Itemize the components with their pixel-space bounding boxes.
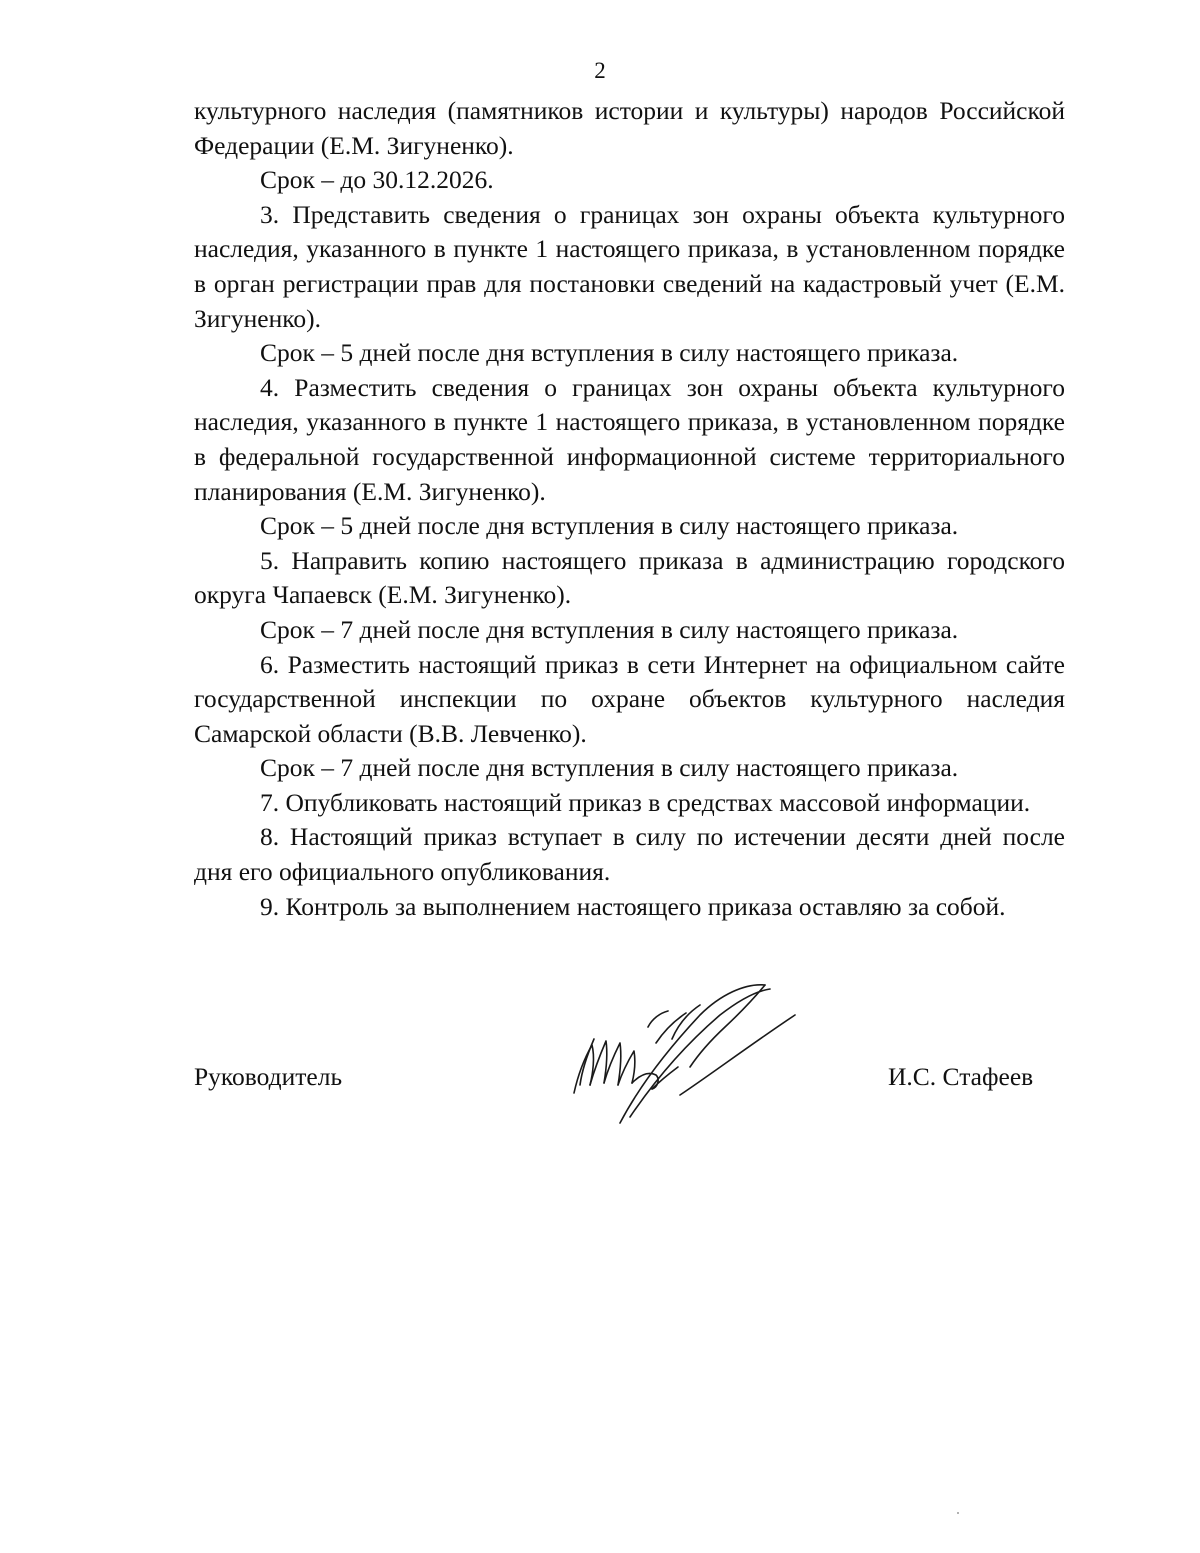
scan-speck xyxy=(957,1512,959,1514)
clause-6: 6. Разместить настоящий приказ в сети Интернет на официальном сайте государственной инспекции по охране объектов культурного наследия Самарской области (В.В. Левченко). xyxy=(194,649,1065,748)
deadline-paragraph: Срок – до 30.12.2026. xyxy=(260,165,494,195)
deadline-paragraph: Срок – 5 дней после дня вступления в силу настоящего приказа. xyxy=(260,338,959,368)
clause-4: 4. Разместить сведения о границах зон охраны объекта культурного наследия, указанного в пункте 1 настоящего приказа, в установленном порядке в федеральной государственной информационной системе территориального планирования (Е.М. Зигуненко). xyxy=(194,372,1065,506)
signature-block xyxy=(194,1060,1054,1100)
handwritten-signature xyxy=(560,975,810,1125)
clause-3: 3. Представить сведения о границах зон охраны объекта культурного наследия, указанного в пункте 1 настоящего приказа, в установленном порядке в орган регистрации прав для постановки сведений на кадастровый учет (Е.М. Зигуненко). xyxy=(194,199,1065,333)
page-number: 2 xyxy=(594,58,606,83)
clause-9: 9. Контроль за выполнением настоящего приказа оставляю за собой. xyxy=(260,891,1006,921)
paragraph-continuation: культурного наследия (памятников истории и культуры) народов Российской Федерации (Е.М. Зигуненко). xyxy=(194,96,1065,160)
clause-7: 7. Опубликовать настоящий приказ в средствах массовой информации. xyxy=(260,787,1031,817)
signatory-name: И.С. Стафеев xyxy=(888,1062,1034,1091)
clause-8: 8. Настоящий приказ вступает в силу по истечении десяти дней после дня его официального опубликования. xyxy=(194,822,1065,887)
clause-5: 5. Направить копию настоящего приказа в администрацию городского округа Чапаевск (Е.М. Зигуненко). xyxy=(194,545,1065,610)
deadline-paragraph: Срок – 7 дней после дня вступления в силу настоящего приказа. xyxy=(260,614,959,644)
signatory-title: Руководитель xyxy=(194,1062,343,1091)
document-body xyxy=(194,94,1065,924)
deadline-paragraph: Срок – 5 дней после дня вступления в силу настоящего приказа. xyxy=(260,511,959,541)
deadline-paragraph: Срок – 7 дней после дня вступления в силу настоящего приказа. xyxy=(260,753,959,783)
